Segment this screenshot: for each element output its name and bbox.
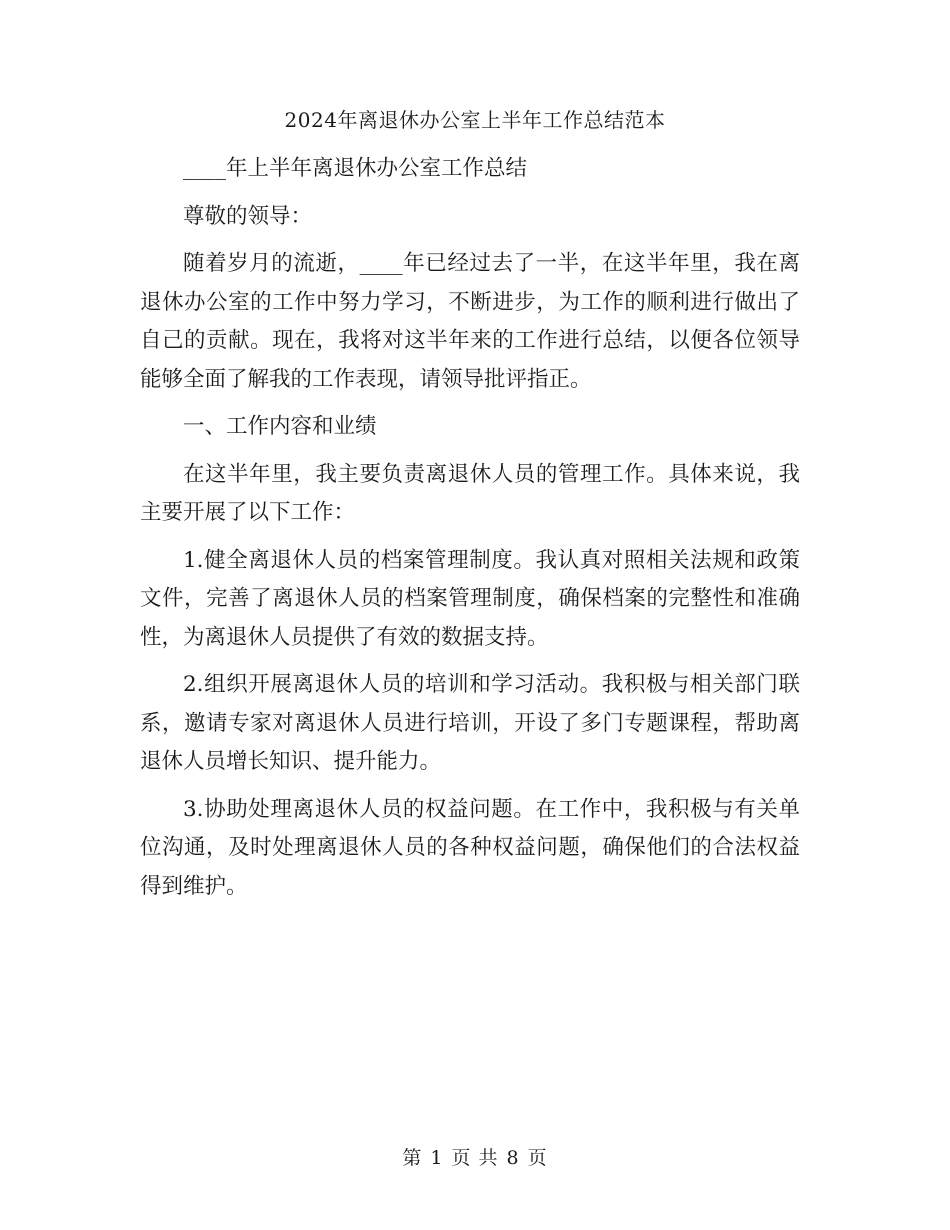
document-body bbox=[140, 150, 800, 915]
footer-total-pages: 8 bbox=[506, 1147, 520, 1169]
document-title: 2024年离退休办公室上半年工作总结范本 bbox=[284, 108, 666, 132]
paragraph-item-3: 3.协助处理离退休人员的权益问题。在工作中，我积极与有关单位沟通，及时处理离退休人员的各种权益问题，确保他们的合法权益得到维护。 bbox=[140, 796, 800, 899]
paragraph-section-heading: 一、工作内容和业绩 bbox=[183, 414, 377, 439]
paragraph-work-overview: 在这半年里，我主要负责离退休人员的管理工作。具体来说，我主要开展了以下工作： bbox=[140, 461, 800, 525]
footer-suffix: 页 bbox=[527, 1147, 548, 1169]
footer-page-number: 1 bbox=[430, 1147, 444, 1169]
footer-middle: 页 共 bbox=[451, 1147, 499, 1169]
paragraph-salutation: 尊敬的领导： bbox=[183, 203, 313, 229]
paragraph-subtitle: ____年上半年离退休办公室工作总结 bbox=[183, 156, 528, 181]
paragraph-intro: 随着岁月的流逝，____年已经过去了一半，在这半年里，我在离退休办公室的工作中努力学习，不断进步，为工作的顺利进行做出了自己的贡献。现在，我将对这半年来的工作进行总结，以便各位领导能够全面了解我的工作表现，请领导批评指正。 bbox=[140, 251, 800, 392]
footer-prefix: 第 bbox=[402, 1147, 423, 1169]
page-footer bbox=[0, 1144, 950, 1172]
paragraph-item-1: 1.健全离退休人员的档案管理制度。我认真对照相关法规和政策文件，完善了离退休人员的档案管理制度，确保档案的完整性和准确性，为离退休人员提供了有效的数据支持。 bbox=[140, 547, 800, 650]
paragraph-item-2: 2.组织开展离退休人员的培训和学习活动。我积极与相关部门联系，邀请专家对离退休人员进行培训，开设了多门专题课程，帮助离退休人员增长知识、提升能力。 bbox=[140, 672, 800, 774]
